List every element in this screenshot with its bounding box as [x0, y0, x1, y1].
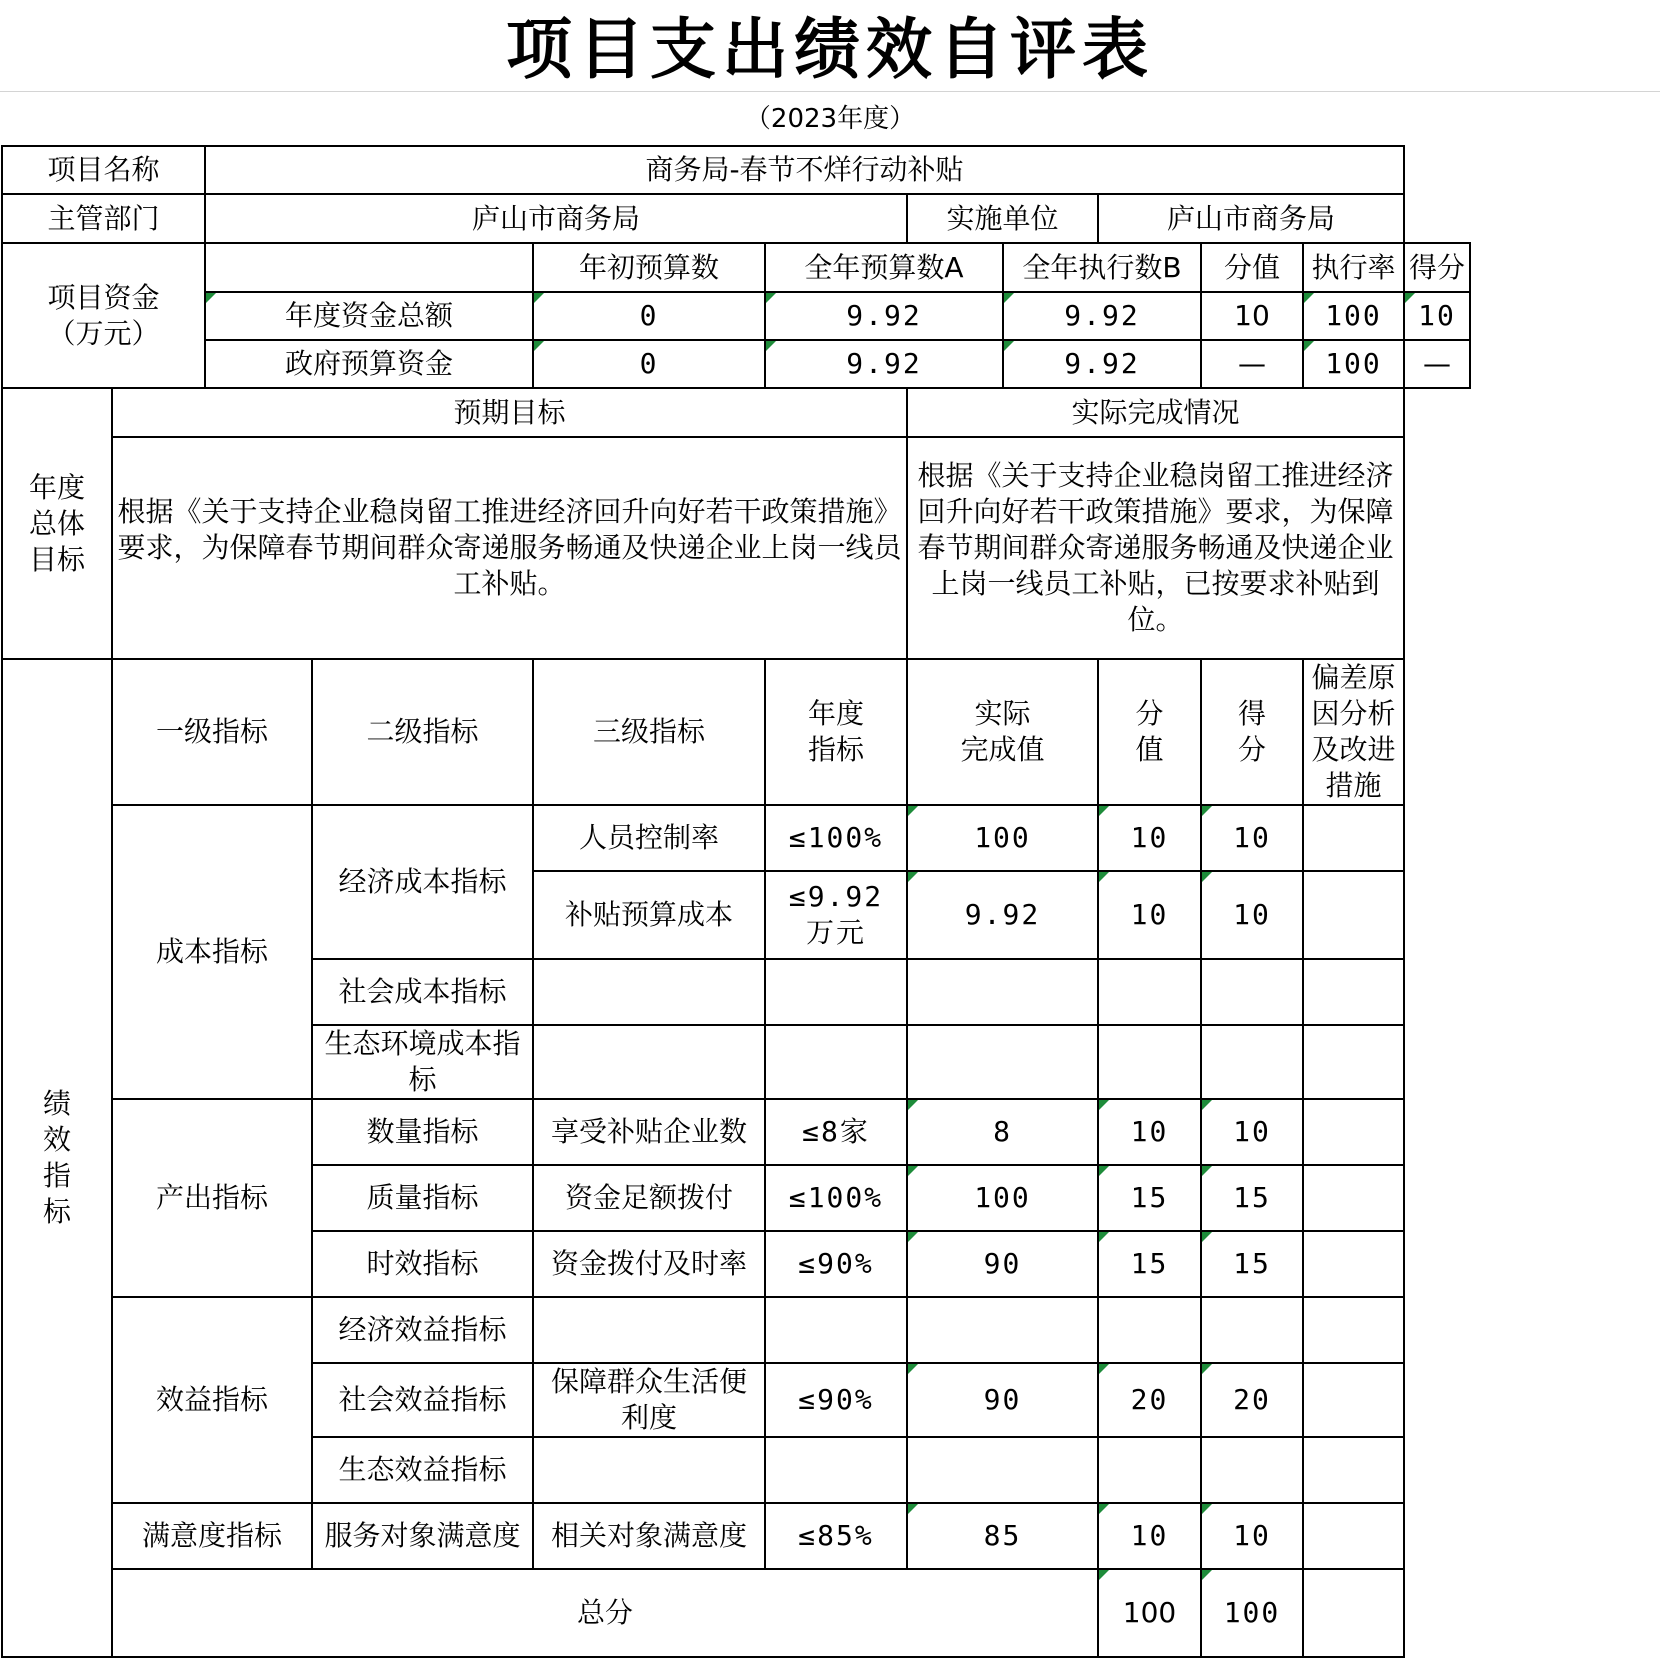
goal-header-row: [2, 388, 1470, 437]
metric-actual: 100: [907, 1165, 1098, 1231]
metric-target: [765, 1437, 907, 1503]
funds-header-weight: 分值: [1201, 243, 1303, 292]
metric-weight: 10: [1098, 805, 1201, 871]
actual-header: [907, 659, 1098, 805]
metric-score: [1201, 1437, 1303, 1503]
performance-label-char: 效: [42, 1123, 71, 1156]
metric-name: [533, 959, 765, 1025]
department-row: [2, 194, 1470, 243]
metric-name: [533, 1025, 765, 1099]
level2-header: 二级指标: [312, 659, 533, 805]
goal-content-row: [2, 437, 1470, 659]
weight-header-line: 值: [1135, 733, 1164, 766]
funds-label: [2, 243, 205, 388]
funds-row-rate: 100: [1303, 292, 1404, 340]
metric-score: 15: [1201, 1231, 1303, 1297]
performance-label-char: 标: [42, 1195, 71, 1228]
deviation-header-line: 及改进措施: [1311, 733, 1396, 802]
funds-row-weight: 10: [1201, 292, 1303, 340]
deviation-header-line: 偏差原因分析: [1311, 661, 1396, 730]
form-title: 项目支出绩效自评表: [506, 10, 1154, 88]
table-row: [2, 805, 1470, 871]
metric-target: [765, 1025, 907, 1099]
metric-target: ≤90%: [765, 1363, 907, 1437]
metric-actual: 8: [907, 1099, 1098, 1165]
funds-row-initial: 0: [533, 292, 765, 340]
metric-score: 10: [1201, 1099, 1303, 1165]
project-name-label: 项目名称: [2, 146, 205, 194]
weight-header: [1098, 659, 1201, 805]
funds-header-row: [2, 243, 1470, 292]
metric-score: [1201, 1297, 1303, 1363]
group-cost: 成本指标: [112, 805, 312, 1099]
indicator-header-row: [2, 659, 1470, 805]
metric-actual: 9.92: [907, 871, 1098, 959]
metric-weight: 20: [1098, 1363, 1201, 1437]
indicator-timeliness: 时效指标: [312, 1231, 533, 1297]
funds-header-annual: 全年预算数A: [765, 243, 1003, 292]
metric-score: 20: [1201, 1363, 1303, 1437]
metric-name: 相关对象满意度: [533, 1503, 765, 1569]
funds-row-weight: —: [1201, 340, 1303, 388]
project-name-row: [2, 146, 1470, 194]
funds-row-annual: 9.92: [765, 340, 1003, 388]
indicator-social-benefit: 社会效益指标: [312, 1363, 533, 1437]
metric-name: [533, 1297, 765, 1363]
total-score: 100: [1201, 1569, 1303, 1657]
table-row: [2, 1099, 1470, 1165]
metric-name: 人员控制率: [533, 805, 765, 871]
annual-goal-label-line: 总体: [28, 506, 85, 540]
metric-name: 补贴预算成本: [533, 871, 765, 959]
funds-row-label: 政府预算资金: [205, 340, 533, 388]
metric-weight: [1098, 959, 1201, 1025]
metric-score: 10: [1201, 871, 1303, 959]
group-satisfaction: 满意度指标: [112, 1503, 312, 1569]
evaluation-table: [1, 145, 1471, 1658]
metric-deviation: [1303, 1363, 1404, 1437]
metric-actual: [907, 1437, 1098, 1503]
metric-target: [765, 871, 907, 959]
performance-label-char: 指: [42, 1159, 71, 1192]
indicator-econ-benefit: 经济效益指标: [312, 1297, 533, 1363]
level1-header: 一级指标: [112, 659, 312, 805]
funds-row-label: 年度资金总额: [205, 292, 533, 340]
performance-label-char: 绩: [42, 1087, 71, 1120]
indicator-econ-cost: 经济成本指标: [312, 805, 533, 959]
funds-label-line1: 项目资金: [47, 280, 160, 314]
implementer-label: 实施单位: [907, 194, 1098, 243]
metric-actual: 90: [907, 1231, 1098, 1297]
funds-row-score: 10: [1404, 292, 1470, 340]
metric-name: 享受补贴企业数: [533, 1099, 765, 1165]
score-header: [1201, 659, 1303, 805]
expected-goal-header: 预期目标: [112, 388, 907, 437]
annual-goal-label-line: 目标: [28, 542, 85, 576]
metric-target-line: 万元: [805, 916, 866, 949]
metric-target: ≤85%: [765, 1503, 907, 1569]
metric-deviation: [1303, 1503, 1404, 1569]
funds-total-row: [2, 292, 1470, 340]
funds-gov-row: [2, 340, 1470, 388]
metric-score: [1201, 959, 1303, 1025]
metric-deviation: [1303, 959, 1404, 1025]
indicator-social-cost: 社会成本指标: [312, 959, 533, 1025]
metric-target: [765, 1297, 907, 1363]
metric-target: ≤100%: [765, 1165, 907, 1231]
funds-row-annual: 9.92: [765, 292, 1003, 340]
department-value: 庐山市商务局: [205, 194, 907, 243]
indicator-eco-benefit: 生态效益指标: [312, 1437, 533, 1503]
level3-header: 三级指标: [533, 659, 765, 805]
metric-actual: 100: [907, 805, 1098, 871]
indicator-eco-cost: 生态环境成本指标: [312, 1025, 533, 1099]
target-header-line: 指标: [807, 733, 864, 766]
title-row: [0, 0, 1660, 92]
metric-deviation: [1303, 1297, 1404, 1363]
funds-row-executed: 9.92: [1003, 292, 1201, 340]
metric-score: 10: [1201, 1503, 1303, 1569]
metric-weight: [1098, 1025, 1201, 1099]
department-label: 主管部门: [2, 194, 205, 243]
expected-goal-text: 根据《关于支持企业稳岗留工推进经济回升向好若干政策措施》要求，为保障春节期间群众寄递服务畅通及快递企业上岗一线员工补贴。: [112, 437, 907, 659]
form-year: （2023年度）: [744, 104, 916, 134]
funds-row-executed: 9.92: [1003, 340, 1201, 388]
total-row: [2, 1569, 1470, 1657]
funds-header-initial: 年初预算数: [533, 243, 765, 292]
funds-row-initial: 0: [533, 340, 765, 388]
metric-deviation: [1303, 1099, 1404, 1165]
implementer-value: 庐山市商务局: [1098, 194, 1404, 243]
metric-deviation: [1303, 1165, 1404, 1231]
metric-deviation: [1303, 1025, 1404, 1099]
funds-header-blank: [205, 243, 533, 292]
group-benefit: 效益指标: [112, 1297, 312, 1503]
indicator-service-satisfaction: 服务对象满意度: [312, 1503, 533, 1569]
funds-label-line2: （万元）: [47, 316, 160, 350]
metric-score: 15: [1201, 1165, 1303, 1231]
total-deviation: [1303, 1569, 1404, 1657]
metric-weight: 15: [1098, 1165, 1201, 1231]
total-label: 总分: [112, 1569, 1098, 1657]
funds-header-rate: 执行率: [1303, 243, 1404, 292]
metric-deviation: [1303, 805, 1404, 871]
metric-target: ≤8家: [765, 1099, 907, 1165]
performance-label: [2, 659, 112, 1657]
weight-header-line: 分: [1135, 697, 1164, 730]
metric-name: 资金足额拨付: [533, 1165, 765, 1231]
funds-row-rate: 100: [1303, 340, 1404, 388]
metric-target-line: ≤9.92: [788, 880, 884, 913]
indicator-quality: 质量指标: [312, 1165, 533, 1231]
metric-target: ≤100%: [765, 805, 907, 871]
metric-actual: 90: [907, 1363, 1098, 1437]
metric-actual: [907, 959, 1098, 1025]
actual-header-line: 完成值: [960, 733, 1045, 766]
metric-name: 保障群众生活便利度: [533, 1363, 765, 1437]
metric-deviation: [1303, 1231, 1404, 1297]
metric-weight: 10: [1098, 1099, 1201, 1165]
indicator-quantity: 数量指标: [312, 1099, 533, 1165]
funds-header-score: 得分: [1404, 243, 1470, 292]
metric-score: 10: [1201, 805, 1303, 871]
annual-goal-label: [2, 388, 112, 659]
metric-weight: 10: [1098, 871, 1201, 959]
project-name-value: 商务局-春节不烊行动补贴: [205, 146, 1404, 194]
actual-header-line: 实际: [974, 697, 1031, 730]
metric-weight: 10: [1098, 1503, 1201, 1569]
year-row: [0, 91, 1660, 145]
actual-status-header: 实际完成情况: [907, 388, 1404, 437]
metric-actual: [907, 1297, 1098, 1363]
total-weight: 100: [1098, 1569, 1201, 1657]
metric-name: 资金拨付及时率: [533, 1231, 765, 1297]
metric-weight: 15: [1098, 1231, 1201, 1297]
funds-header-executed: 全年执行数B: [1003, 243, 1201, 292]
target-header-line: 年度: [807, 697, 864, 730]
table-row: [2, 1503, 1470, 1569]
group-output: 产出指标: [112, 1099, 312, 1297]
actual-status-text: 根据《关于支持企业稳岗留工推进经济回升向好若干政策措施》要求，为保障春节期间群众寄递服务畅通及快递企业上岗一线员工补贴，已按要求补贴到位。: [907, 437, 1404, 659]
metric-name: [533, 1437, 765, 1503]
annual-goal-label-line: 年度: [28, 470, 85, 504]
metric-actual: [907, 1025, 1098, 1099]
deviation-header: [1303, 659, 1404, 805]
metric-weight: [1098, 1297, 1201, 1363]
metric-weight: [1098, 1437, 1201, 1503]
metric-target: [765, 959, 907, 1025]
metric-deviation: [1303, 1437, 1404, 1503]
score-header-line: 得: [1237, 697, 1266, 730]
metric-actual: 85: [907, 1503, 1098, 1569]
metric-score: [1201, 1025, 1303, 1099]
score-header-line: 分: [1237, 733, 1266, 766]
metric-target: ≤90%: [765, 1231, 907, 1297]
table-row: [2, 1297, 1470, 1363]
funds-row-score: —: [1404, 340, 1470, 388]
target-header: [765, 659, 907, 805]
metric-deviation: [1303, 871, 1404, 959]
